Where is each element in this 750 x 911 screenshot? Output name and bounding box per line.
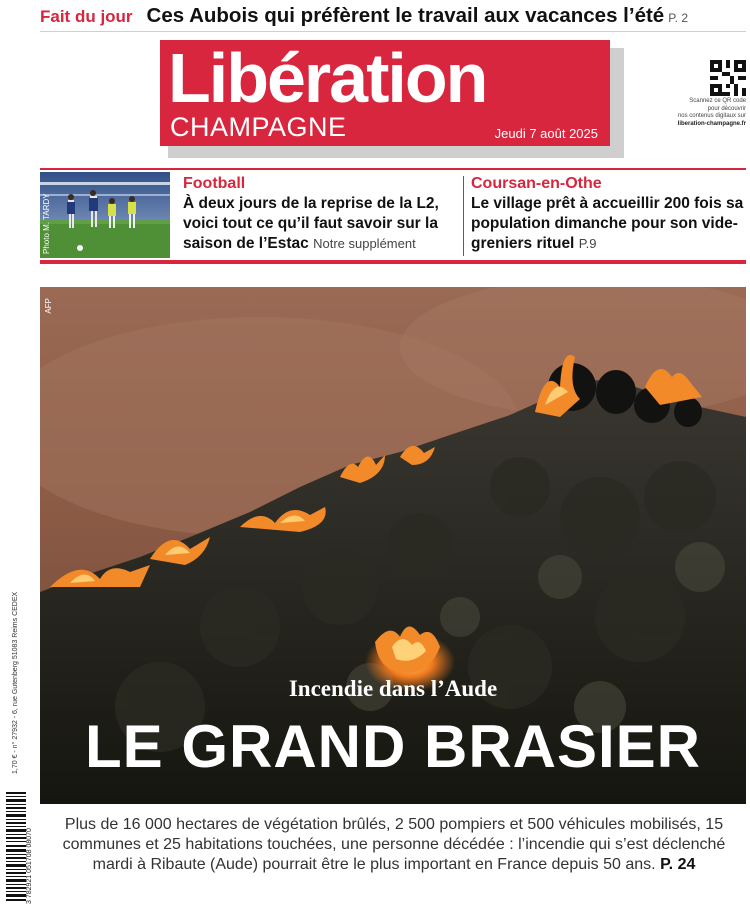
top-teaser[interactable] <box>40 4 746 32</box>
football-photo-credit: Photo M. TARDY <box>42 193 51 254</box>
story-coursan[interactable] <box>471 174 746 254</box>
story-page-ref: P.9 <box>578 236 597 251</box>
masthead-title: Libération <box>168 39 487 117</box>
story-divider <box>463 176 464 256</box>
issue-date: Jeudi 7 août 2025 <box>494 126 598 141</box>
masthead-subtitle: CHAMPAGNE <box>170 112 347 142</box>
imprint-text: 1,70 € - n° 27932 - 6, rue Gutenberg 51083 Reims CEDEX <box>12 591 19 774</box>
qr-code-icon[interactable] <box>710 60 746 96</box>
masthead[interactable] <box>160 40 610 146</box>
teaser-divider <box>40 31 746 32</box>
story-football[interactable] <box>183 174 463 254</box>
qr-caption: Scannez ce QR code pour découvrir nos contenus digitaux sur liberation-champagne.fr <box>650 98 746 128</box>
story-body: Le village prêt à accueillir 200 fois sa population dimanche pour son vide-greniers rituel <box>471 195 744 252</box>
story-kicker: Coursan-en-Othe <box>471 175 602 192</box>
teaser-headline[interactable]: Ces Aubois qui préfèrent le travail aux vacances l’été <box>146 4 665 27</box>
main-headline[interactable]: LE GRAND BRASIER <box>84 713 702 780</box>
main-overline: Incendie dans l’Aude <box>288 676 498 701</box>
strip-bottom-rule <box>40 260 746 264</box>
story-kicker: Football <box>183 175 246 192</box>
strip-top-rule <box>40 168 746 170</box>
story-body: À deux jours de la reprise de la L2, voici tout ce qu’il faut savoir sur la saison de l’Estac <box>183 195 439 252</box>
summary-page-ref: P. 24 <box>660 856 696 873</box>
main-photo-credit: AFP <box>44 298 53 314</box>
story-extra: Notre supplément <box>313 236 416 251</box>
main-summary[interactable] <box>56 815 732 875</box>
football-photo[interactable] <box>40 172 170 258</box>
teaser-page-ref: P. 2 <box>668 11 689 25</box>
qr-url[interactable]: liberation-champagne.fr <box>677 120 746 127</box>
barcode-digits: 3 782921 051708 08070 <box>26 828 33 904</box>
summary-text: Plus de 16 000 hectares de végétation brûlés, 2 500 pompiers et 500 véhicules mobilisés, 15 communes et 25 habitations touchées, une personne décédée : l’incendie qui s’est déclenché mardi à Ribaute (Aude) pourrait être le plus important en France depuis 50 ans. <box>62 816 726 873</box>
teaser-kicker: Fait du jour <box>40 7 133 26</box>
